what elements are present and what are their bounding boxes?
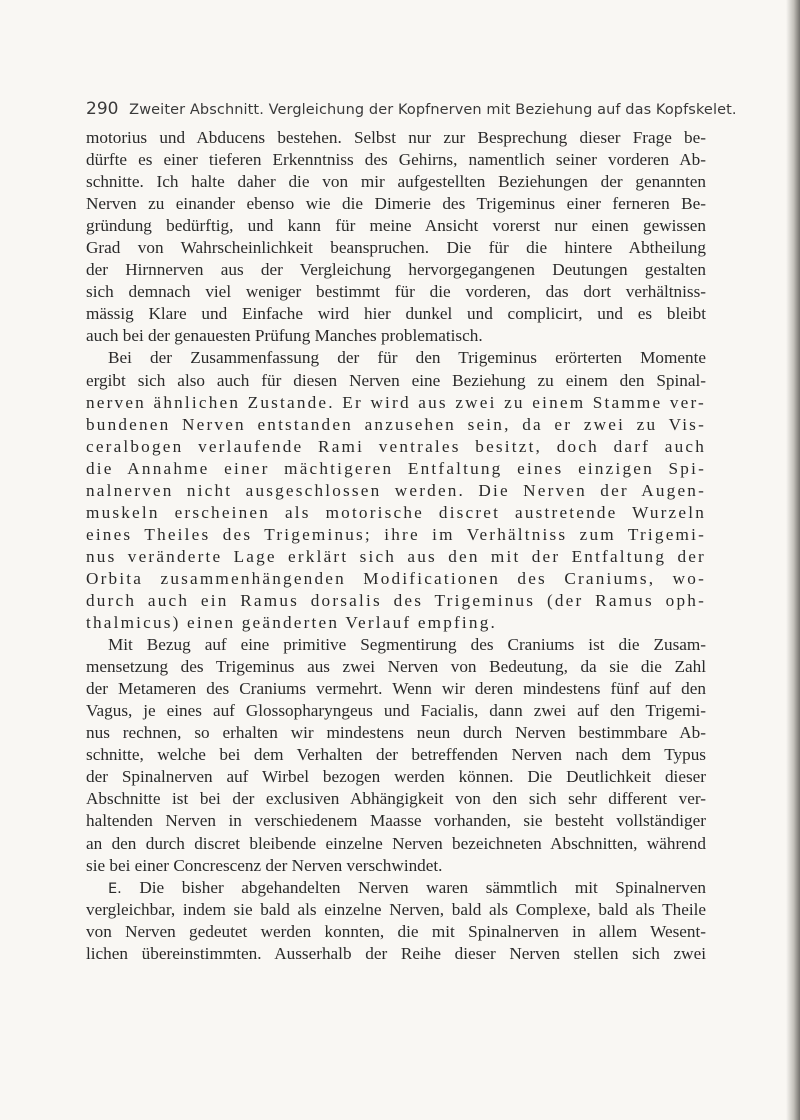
- text-line: [86, 237, 706, 259]
- text-line: [86, 171, 706, 193]
- text-line: [86, 392, 706, 414]
- text-line: [86, 546, 706, 568]
- text-line: [86, 502, 706, 524]
- line-text: mensetzung des Trigeminus aus zwei Nerven von Bedeutung, da sie die Zahl: [86, 657, 706, 677]
- line-text: der Spinalnerven auf Wirbel bezogen werden können. Die Deutlichkeit dieser: [86, 767, 706, 787]
- text-line: [86, 524, 706, 546]
- line-text: dürfte es einer tieferen Erkenntniss des Gehirns, namentlich seiner vorderen Ab-: [86, 150, 706, 170]
- text-line: [86, 744, 706, 766]
- line-text: Abschnitte ist bei der exclusiven Abhängigkeit von den sich sehr different ver-: [86, 789, 706, 809]
- line-text: nus rechnen, so erhalten wir mindestens neun durch Nerven bestimmbare Ab-: [86, 723, 706, 743]
- text-line: [86, 193, 706, 215]
- section-marker: E.: [108, 880, 122, 897]
- text-line: [86, 722, 706, 744]
- text-line: [86, 127, 706, 149]
- text-line: [86, 303, 706, 325]
- line-text: motorius und Abducens bestehen. Selbst nur zur Besprechung dieser Frage be-: [86, 128, 706, 147]
- text-line: [86, 259, 706, 281]
- line-text: schnitte, welche bei dem Verhalten der betreffenden Nerven nach dem Typus: [86, 745, 706, 765]
- text-line: [86, 347, 706, 369]
- text-line: [86, 414, 706, 436]
- page-edge-shadow: [786, 0, 800, 1120]
- text-line: [86, 678, 706, 700]
- text-line: [86, 458, 706, 480]
- line-text: nus veränderte Lage erklärt sich aus den mit der Entfaltung der: [86, 546, 706, 566]
- line-text: nalnerven nicht ausgeschlossen werden. Die Nerven der Augen-: [86, 480, 706, 500]
- line-text: ceralbogen verlaufende Rami ventrales besitzt, doch darf auch: [86, 436, 706, 456]
- text-line: [86, 943, 706, 965]
- text-line: [86, 855, 706, 877]
- line-text: ergibt sich also auch für diesen Nerven eine Beziehung zu einem den Spinal-: [86, 370, 706, 390]
- text-line: [86, 568, 706, 590]
- text-line: [86, 766, 706, 788]
- line-text: durch auch ein Ramus dorsalis des Trigeminus (der Ramus oph-: [86, 590, 706, 610]
- line-text: vergleichbar, indem sie bald als einzelne Nerven, bald als Complexe, bald als Theile: [86, 899, 706, 919]
- text-line: [86, 833, 706, 855]
- line-text: sich demnach viel weniger bestimmt für die vorderen, das dort verhältniss-: [86, 282, 706, 302]
- text-line: [86, 634, 706, 656]
- line-text: eines Theiles des Trigeminus; ihre im Verhältniss zum Trigemi-: [86, 524, 706, 544]
- line-text: Grad von Wahrscheinlichkeit beanspruchen. Die für die hintere Abtheilung: [86, 238, 706, 258]
- text-line: [86, 325, 706, 347]
- text-line: [86, 877, 706, 899]
- line-text: Vagus, je eines auf Glossopharyngeus und Facialis, dann zwei auf den Trigemi-: [86, 701, 706, 721]
- text-line: [86, 370, 706, 392]
- page-number: 290: [86, 99, 119, 119]
- line-text: mässig Klare und Einfache wird hier dunkel und complicirt, und es bleibt: [86, 304, 706, 324]
- line-text: Nerven zu einander ebenso wie die Dimerie des Trigeminus einer ferneren Be-: [86, 194, 706, 214]
- line-text: Orbita zusammenhängenden Modificationen des Craniums, wo-: [86, 568, 706, 588]
- running-title: Zweiter Abschnitt. Vergleichung der Kopfnerven mit Beziehung auf das Kopfskelet.: [129, 102, 737, 118]
- text-line: [86, 612, 706, 634]
- line-text: schnitte. Ich halte daher die von mir aufgestellten Beziehungen der genannten: [86, 172, 706, 192]
- line-text: lichen übereinstimmten. Ausserhalb der Reihe dieser Nerven stellen sich zwei: [86, 943, 706, 963]
- line-text: muskeln erscheinen als motorische discret austretende Wurzeln: [86, 502, 706, 522]
- text-line: [86, 215, 706, 237]
- running-header: [86, 99, 737, 119]
- text-line: [86, 590, 706, 612]
- text-line: [86, 149, 706, 171]
- text-line: [86, 700, 706, 722]
- text-line: [86, 788, 706, 810]
- text-line: [86, 810, 706, 832]
- line-text: Mit Bezug auf eine primitive Segmentirung des Craniums ist die Zusam-: [108, 635, 706, 655]
- text-line: [86, 436, 706, 458]
- line-text: der Metameren des Craniums vermehrt. Wenn wir deren mindestens fünf auf den: [86, 679, 706, 699]
- line-text: Bei der Zusammenfassung der für den Trigeminus erörterten Momente: [108, 348, 706, 368]
- text-line: [86, 921, 706, 943]
- text-line: [86, 281, 706, 303]
- line-text: auch bei der genauesten Prüfung Manches problematisch.: [86, 326, 483, 346]
- line-text: sie bei einer Concrescenz der Nerven verschwindet.: [86, 855, 443, 875]
- line-text: bundenen Nerven entstanden anzusehen sein, da er zwei zu Vis-: [86, 414, 706, 434]
- line-text: nerven ähnlichen Zustande. Er wird aus zwei zu einem Stamme ver-: [86, 392, 706, 412]
- text-line: [86, 656, 706, 678]
- text-line: [86, 480, 706, 502]
- line-text: Die bisher abgehandelten Nerven waren sämmtlich mit Spinalnerven: [139, 877, 706, 897]
- line-text: thalmicus) einen geänderten Verlauf empfing.: [86, 613, 497, 633]
- line-text: haltenden Nerven in verschiedenem Maasse vorhanden, sie besteht vollständiger: [86, 811, 706, 831]
- line-text: der Hirnnerven aus der Vergleichung hervorgegangenen Deutungen gestalten: [86, 260, 706, 280]
- text-line: [86, 899, 706, 921]
- line-text: gründung bedürftig, und kann für meine Ansicht vorerst nur einen gewissen: [86, 216, 706, 236]
- body-text: [86, 127, 706, 965]
- line-text: von Nerven gedeutet werden konnten, die mit Spinalnerven in allem Wesent-: [86, 921, 706, 941]
- line-text: an den durch discret bleibende einzelne Nerven bezeichneten Abschnitten, während: [86, 833, 706, 853]
- line-text: die Annahme einer mächtigeren Entfaltung eines einzigen Spi-: [86, 458, 706, 478]
